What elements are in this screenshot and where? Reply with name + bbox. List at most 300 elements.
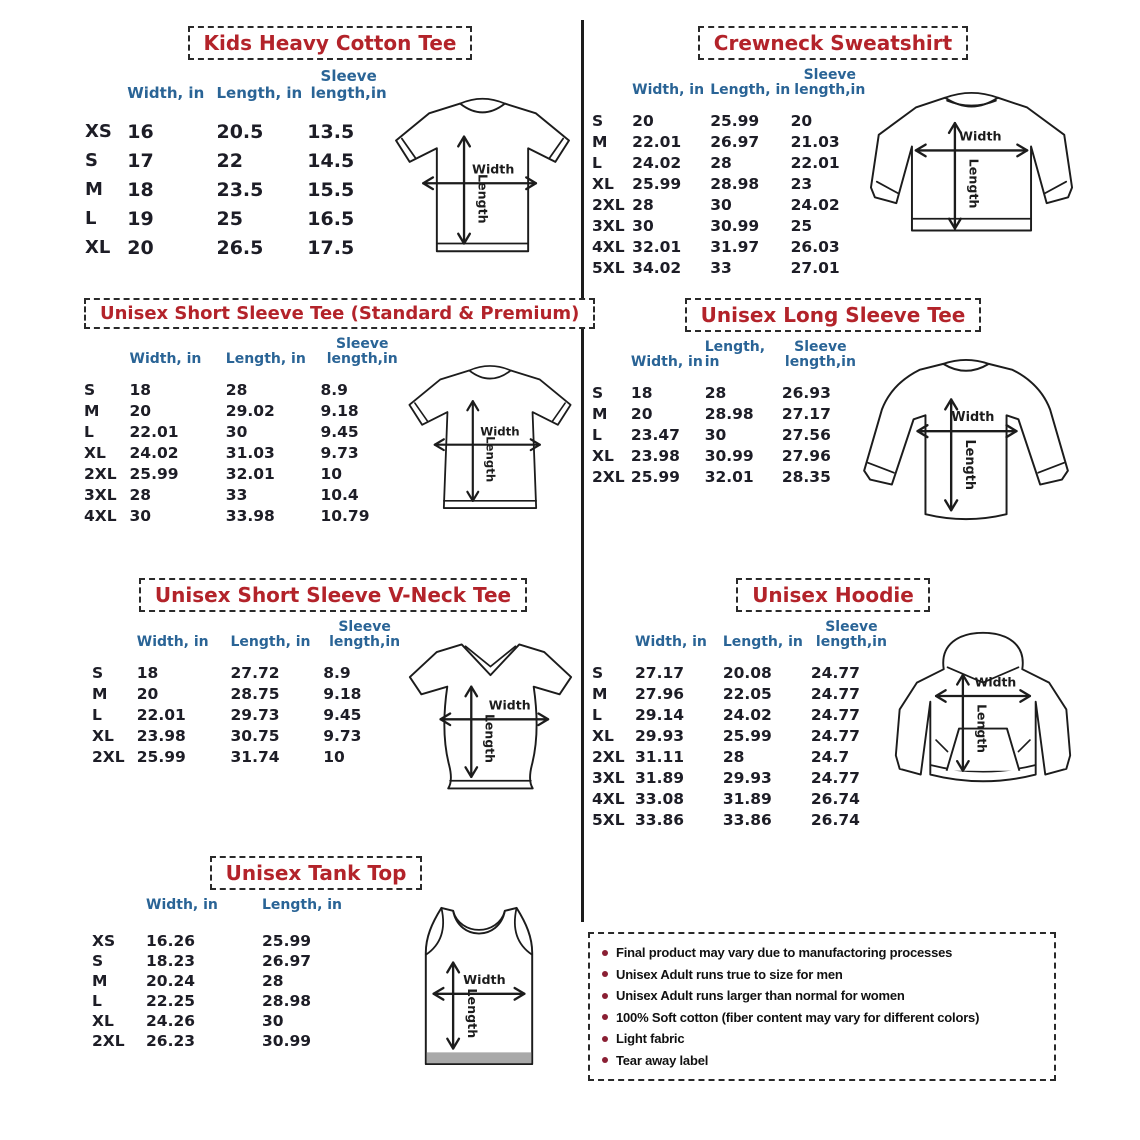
header-row (85, 68, 390, 117)
measurement-value: 22.01 (790, 154, 840, 173)
measurement-value: 24.77 (810, 727, 860, 746)
measurement-value: 27.17 (781, 405, 831, 424)
column-header: Length, in (722, 634, 803, 651)
corner-cell (592, 68, 632, 111)
measurement-value: 31.97 (710, 238, 760, 257)
column-header: Width, in (635, 634, 707, 651)
size-row (84, 464, 404, 485)
size-label: L (85, 208, 97, 229)
size-row (592, 174, 869, 195)
measurement-value: 27.96 (635, 685, 685, 704)
size-row (592, 663, 892, 684)
measurement-value: 20.08 (722, 664, 772, 683)
measurement-value: 25.99 (710, 112, 760, 131)
size-row (84, 506, 404, 527)
measurement-value: 21.03 (790, 133, 840, 152)
notes-box (588, 932, 1056, 1081)
v-neck-tee-diagram (406, 632, 574, 797)
bullet-icon (602, 993, 608, 999)
tee-diagram (390, 90, 575, 260)
column-header: Sleeve length,in (310, 67, 387, 102)
measurement-value: 24.26 (146, 1012, 196, 1031)
measurement-value: 10.4 (320, 486, 359, 505)
size-table (84, 337, 404, 527)
size-label: 2XL (592, 468, 625, 487)
measurement-value: 25.99 (722, 727, 772, 746)
measurement-value: 26.23 (146, 1032, 196, 1051)
measurement-value: 23.5 (216, 178, 264, 201)
size-row (84, 422, 404, 443)
size-row (85, 146, 390, 175)
measurement-value: 18 (127, 178, 154, 201)
measurement-value: 10 (320, 465, 343, 484)
size-row (592, 258, 869, 279)
width-label: Width (488, 697, 531, 713)
measurement-value: 18 (630, 384, 653, 403)
size-label: S (92, 664, 104, 683)
length-label: Length (974, 704, 990, 754)
column-header: Length, in (225, 351, 306, 368)
width-label: Width (480, 424, 520, 439)
bullet-icon (602, 1036, 608, 1042)
header-row (84, 337, 404, 380)
size-label: S (84, 381, 96, 400)
measurement-value: 29.14 (635, 706, 685, 725)
measurement-value: 22.01 (632, 133, 682, 152)
size-table (592, 68, 869, 279)
column-header: Sleeve length,in (815, 619, 887, 651)
size-row (592, 705, 892, 726)
crewneck-sweatshirt-diagram (869, 84, 1074, 252)
size-row (92, 951, 374, 971)
size-row (592, 425, 859, 446)
measurement-value: 20 (127, 236, 154, 259)
size-label: 2XL (592, 748, 625, 767)
note-item: 100% Soft cotton (fiber content may vary for different colors) (602, 1007, 1042, 1029)
note-item: Light fabric (602, 1028, 1042, 1050)
measurement-value: 30 (704, 426, 727, 445)
measurement-value: 16.26 (146, 932, 196, 951)
measurement-value: 29.93 (722, 769, 772, 788)
measurement-value: 25.99 (262, 932, 312, 951)
size-label: M (85, 179, 103, 200)
size-row (592, 153, 869, 174)
measurement-value: 30 (632, 217, 654, 236)
size-row (592, 726, 892, 747)
size-row (92, 1011, 374, 1031)
notes-list (602, 942, 1042, 1071)
measurement-value: 32.01 (704, 468, 754, 487)
header-row (592, 68, 869, 111)
measurement-value: 24.77 (810, 769, 860, 788)
measurement-value: 14.5 (307, 149, 355, 172)
measurement-value: 31.89 (722, 790, 772, 809)
size-row (85, 233, 390, 262)
column-header: Width, in (129, 351, 202, 368)
corner-cell (592, 340, 631, 383)
size-row (592, 768, 892, 789)
size-label: XL (592, 175, 614, 194)
bullet-icon (602, 950, 608, 956)
size-row (592, 467, 859, 488)
size-label: XL (92, 727, 114, 746)
size-label: 2XL (92, 1032, 125, 1051)
size-label: S (592, 112, 604, 131)
measurement-value: 20 (630, 405, 653, 424)
width-label: Width (463, 972, 506, 988)
column-header: Length, in (230, 634, 311, 651)
size-row (592, 446, 859, 467)
measurement-value: 26.74 (810, 790, 860, 809)
size-label: 5XL (592, 259, 625, 278)
size-table (85, 68, 390, 262)
measurement-value: 28.35 (781, 468, 831, 487)
size-row (85, 117, 390, 146)
measurement-value: 10 (323, 748, 345, 767)
measurement-value: 20.24 (146, 972, 196, 991)
measurement-value: 30.99 (262, 1032, 312, 1051)
measurement-value: 25.99 (136, 748, 186, 767)
size-label: 4XL (84, 507, 117, 526)
measurement-value: 33.86 (635, 811, 685, 830)
size-label: L (92, 706, 102, 725)
size-row (92, 1031, 374, 1051)
size-label: XL (592, 727, 614, 746)
measurement-value: 27.96 (781, 447, 831, 466)
note-item: Unisex Adult runs true to size for men (602, 964, 1042, 986)
size-label: XL (92, 1012, 114, 1031)
size-table (92, 620, 406, 768)
measurement-value: 32.01 (632, 238, 682, 257)
bullet-icon (602, 1057, 608, 1063)
size-label: 3XL (592, 217, 625, 236)
measurement-value: 27.01 (790, 259, 840, 278)
measurement-value: 24.77 (810, 706, 860, 725)
measurement-value: 25.99 (129, 465, 179, 484)
size-label: M (592, 133, 608, 152)
length-label: Length (966, 158, 982, 209)
size-label: XL (592, 447, 614, 466)
measurement-value: 23 (790, 175, 813, 194)
measurement-value: 8.9 (323, 664, 351, 683)
corner-cell (92, 898, 146, 931)
size-row (592, 684, 892, 705)
length-label: Length (464, 988, 480, 1039)
size-row (592, 132, 869, 153)
measurement-value: 9.73 (320, 444, 359, 463)
note-item: Tear away label (602, 1050, 1042, 1072)
size-label: L (84, 423, 94, 442)
measurement-value: 24.77 (810, 685, 860, 704)
measurement-value: 31.11 (635, 748, 685, 767)
size-label: XL (85, 237, 111, 258)
size-label: 3XL (84, 486, 117, 505)
long-sleeve-tee-diagram (859, 354, 1074, 532)
measurement-value: 29.02 (225, 402, 275, 421)
corner-cell (592, 620, 635, 663)
unisex-short-sleeve-tee-title: Unisex Short Sleeve Tee (Standard & Premium) (84, 298, 595, 329)
measurement-value: 30 (710, 196, 732, 215)
length-label: Length (475, 173, 491, 224)
size-row (92, 684, 406, 705)
size-label: L (592, 706, 602, 725)
measurement-value: 18 (136, 664, 159, 683)
size-table (92, 898, 374, 1051)
size-row (592, 789, 892, 810)
measurement-value: 28 (710, 154, 732, 173)
size-row (592, 216, 869, 237)
size-label: M (592, 405, 608, 424)
measurement-value: 26.93 (781, 384, 831, 403)
measurement-value: 34.02 (632, 259, 682, 278)
measurement-value: 20 (790, 112, 813, 131)
size-row (84, 485, 404, 506)
measurement-value: 32.01 (225, 465, 275, 484)
measurement-value: 10.79 (320, 507, 370, 526)
size-row (92, 705, 406, 726)
size-row (84, 380, 404, 401)
size-row (92, 663, 406, 684)
bullet-icon (602, 971, 608, 977)
column-header: Width, in (632, 82, 705, 99)
measurement-value: 27.72 (230, 664, 280, 683)
measurement-value: 31.03 (225, 444, 275, 463)
size-row (592, 383, 859, 404)
measurement-value: 18.23 (146, 952, 196, 971)
panel-unisex-hoodie (592, 578, 1074, 831)
size-label: S (592, 664, 604, 683)
measurement-value: 30.99 (704, 447, 754, 466)
measurement-value: 25.99 (630, 468, 680, 487)
column-header: Length, in (704, 339, 766, 371)
size-label: 4XL (592, 238, 625, 257)
measurement-value: 27.56 (781, 426, 831, 445)
measurement-value: 24.77 (810, 664, 860, 683)
column-header: Sleeve length,in (784, 339, 856, 371)
measurement-value: 28 (704, 384, 727, 403)
size-label: L (592, 154, 602, 173)
length-label: Length (483, 436, 498, 483)
size-label: XL (84, 444, 106, 463)
measurement-value: 30 (262, 1012, 284, 1031)
measurement-value: 17 (127, 149, 154, 172)
size-table (592, 340, 859, 488)
measurement-value: 20 (632, 112, 654, 131)
size-label: M (84, 402, 100, 421)
measurement-value: 31.89 (635, 769, 685, 788)
column-header: Width, in (630, 354, 703, 371)
size-label: 3XL (592, 769, 625, 788)
measurement-value: 33.98 (225, 507, 275, 526)
size-row (84, 401, 404, 422)
column-header: Length, in (216, 83, 303, 102)
size-label: M (592, 685, 608, 704)
short-sleeve-tee-diagram (404, 357, 576, 517)
measurement-value: 24.02 (129, 444, 179, 463)
measurement-value: 23.98 (630, 447, 680, 466)
unisex-hoodie-title: Unisex Hoodie (736, 578, 930, 612)
measurement-value: 28 (722, 748, 745, 767)
header-row (92, 620, 406, 663)
corner-cell (85, 68, 127, 117)
column-header: Sleeve length,in (794, 67, 866, 99)
size-label: L (592, 426, 602, 445)
measurement-value: 23.47 (630, 426, 680, 445)
length-label: Length (482, 713, 498, 764)
note-item: Unisex Adult runs larger than normal for women (602, 985, 1042, 1007)
tank-top-diagram (418, 902, 540, 1070)
measurement-value: 22.25 (146, 992, 196, 1011)
panel-unisex-v-neck-tee (92, 578, 574, 797)
measurement-value: 31.74 (230, 748, 280, 767)
size-row (592, 747, 892, 768)
size-row (592, 810, 892, 831)
header-row (92, 898, 374, 931)
panel-kids-heavy-cotton-tee (85, 26, 575, 262)
unisex-tank-top-title: Unisex Tank Top (210, 856, 423, 890)
size-label: L (92, 992, 102, 1011)
size-label: S (92, 952, 104, 971)
measurement-value: 9.73 (323, 727, 362, 746)
column-header: Length, in (710, 82, 791, 99)
column-header: Sleeve length,in (329, 619, 401, 651)
measurement-value: 15.5 (307, 178, 355, 201)
measurement-value: 23.98 (136, 727, 186, 746)
measurement-value: 28 (632, 196, 654, 215)
size-row (85, 204, 390, 233)
measurement-value: 16 (127, 120, 154, 143)
measurement-value: 33.86 (722, 811, 772, 830)
size-label: XS (92, 932, 116, 951)
panel-crewneck-sweatshirt (592, 26, 1074, 279)
measurement-value: 24.02 (632, 154, 682, 173)
size-row (592, 237, 869, 258)
measurement-value: 9.45 (323, 706, 362, 725)
size-label: 2XL (92, 748, 125, 767)
header-row (592, 340, 859, 383)
column-header: Width, in (146, 897, 218, 913)
measurement-value: 17.5 (307, 236, 355, 259)
size-row (84, 443, 404, 464)
corner-cell (92, 620, 137, 663)
measurement-value: 30 (225, 423, 248, 442)
panel-unisex-short-sleeve-tee (84, 298, 580, 527)
measurement-value: 29.73 (230, 706, 280, 725)
measurement-value: 9.18 (320, 402, 359, 421)
hoodie-diagram (892, 628, 1074, 810)
measurement-value: 24.02 (790, 196, 840, 215)
measurement-value: 24.02 (722, 706, 772, 725)
size-label: 5XL (592, 811, 625, 830)
measurement-value: 33 (225, 486, 248, 505)
measurement-value: 24.7 (810, 748, 850, 767)
measurement-value: 9.45 (320, 423, 359, 442)
measurement-value: 26.97 (262, 952, 312, 971)
size-row (92, 931, 374, 951)
measurement-value: 22.05 (722, 685, 772, 704)
measurement-value: 22.01 (129, 423, 179, 442)
width-label: Width (951, 410, 995, 426)
measurement-value: 29.93 (635, 727, 685, 746)
panel-unisex-tank-top (92, 856, 540, 1070)
size-label: 4XL (592, 790, 625, 809)
bullet-icon (602, 1014, 608, 1020)
size-row (92, 991, 374, 1011)
measurement-value: 20 (129, 402, 152, 421)
measurement-value: 28 (262, 972, 284, 991)
measurement-value: 28.98 (262, 992, 312, 1011)
size-row (92, 747, 406, 768)
width-label: Width (959, 128, 1002, 144)
size-row (92, 971, 374, 991)
size-row (592, 111, 869, 132)
measurement-value: 27.17 (635, 664, 685, 683)
measurement-value: 28 (129, 486, 152, 505)
note-item: Final product may vary due to manufactoring processes (602, 942, 1042, 964)
measurement-value: 28.98 (710, 175, 760, 194)
size-row (592, 195, 869, 216)
measurement-value: 30 (129, 507, 152, 526)
size-label: 2XL (592, 196, 625, 215)
measurement-value: 28.98 (704, 405, 754, 424)
measurement-value: 33 (710, 259, 732, 278)
measurement-value: 26.03 (790, 238, 840, 257)
column-header: Length, in (262, 897, 343, 913)
measurement-value: 13.5 (307, 120, 355, 143)
measurement-value: 26.97 (710, 133, 760, 152)
column-divider (581, 20, 584, 922)
size-row (85, 175, 390, 204)
column-header: Sleeve length,in (326, 336, 398, 368)
measurement-value: 16.5 (307, 207, 355, 230)
column-header: Width, in (127, 83, 205, 102)
corner-cell (84, 337, 130, 380)
hem-band (427, 1052, 531, 1063)
measurement-value: 33.08 (635, 790, 685, 809)
measurement-value: 26.74 (810, 811, 860, 830)
measurement-value: 22 (216, 149, 243, 172)
measurement-value: 22.01 (136, 706, 186, 725)
measurement-value: 25 (216, 207, 243, 230)
measurement-value: 30.75 (230, 727, 280, 746)
size-label: M (92, 972, 108, 991)
size-table (592, 620, 892, 831)
measurement-value: 19 (127, 207, 154, 230)
size-label: S (85, 150, 98, 171)
size-label: XS (85, 121, 112, 142)
size-row (592, 404, 859, 425)
measurement-value: 8.9 (320, 381, 348, 400)
unisex-v-neck-tee-title: Unisex Short Sleeve V-Neck Tee (139, 578, 527, 612)
measurement-value: 25.99 (632, 175, 682, 194)
measurement-value: 25 (790, 217, 813, 236)
header-row (592, 620, 892, 663)
measurement-value: 20 (136, 685, 159, 704)
size-row (92, 726, 406, 747)
size-label: S (592, 384, 604, 403)
length-label: Length (962, 439, 978, 491)
width-label: Width (974, 674, 1017, 690)
panel-unisex-long-sleeve-tee (592, 298, 1074, 532)
size-label: 2XL (84, 465, 117, 484)
width-label: Width (472, 161, 515, 177)
kids-heavy-cotton-tee-title: Kids Heavy Cotton Tee (188, 26, 473, 60)
measurement-value: 26.5 (216, 236, 264, 259)
unisex-long-sleeve-tee-title: Unisex Long Sleeve Tee (685, 298, 982, 332)
measurement-value: 28 (225, 381, 248, 400)
measurement-value: 30.99 (710, 217, 760, 236)
size-label: M (92, 685, 108, 704)
